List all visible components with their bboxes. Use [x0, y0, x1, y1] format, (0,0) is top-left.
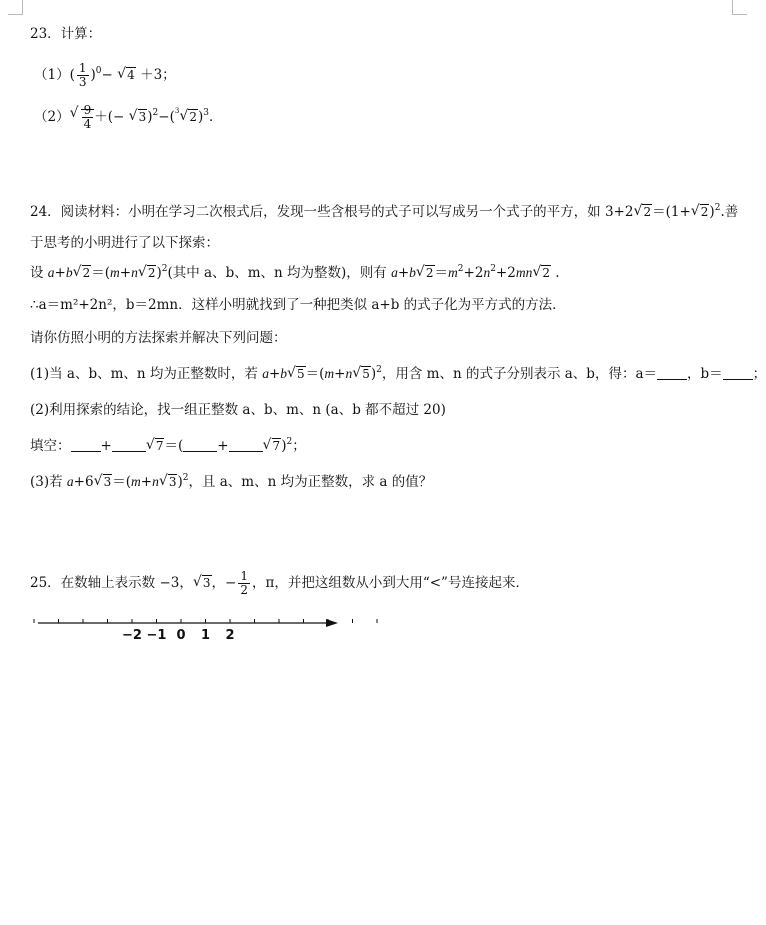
fraction: $\frac{1}{3}$ — [78, 61, 87, 89]
fill-blank-3[interactable] — [183, 451, 217, 452]
sqrt-symbol: √ 2 — [633, 202, 652, 222]
page-corner-mark-right — [732, 0, 747, 15]
sqrt-symbol: √ 4 — [117, 65, 136, 85]
sqrt-symbol: √ 5 — [352, 364, 371, 384]
fill-blank-1[interactable] — [71, 451, 101, 452]
number-line-label: 0 — [176, 628, 186, 643]
sqrt-symbol: √ 7 — [146, 436, 165, 456]
sqrt-symbol: √ 3 — [94, 472, 113, 492]
number-line-label: −2 — [122, 628, 142, 643]
q23-header: 23．计算： — [30, 26, 102, 42]
q23-part1: （1）( $\frac{1}{3}$ )$^0$− √ 4 ＋3； — [34, 62, 176, 89]
answer-blank-b[interactable] — [723, 379, 753, 380]
q24-part2: (2)利用探索的结论，找一组正整数 a、b、m、n (a、b 都不超过 20) — [30, 402, 446, 418]
number-line-label: 2 — [225, 628, 235, 643]
sqrt-symbol: √ 2 — [691, 202, 710, 222]
sqrt-symbol: √ 3 — [193, 573, 212, 593]
page-corner-mark-left — [8, 0, 23, 15]
q24-line1: 24．阅读材料：小明在学习二次根式后，发现一些含根号的式子可以写成另一个式子的平方，如 3+2√ 2＝(1+√ 2)$^2$.善 — [30, 202, 738, 222]
fraction: $\frac{1}{2}$ — [240, 569, 248, 597]
number-line — [34, 614, 344, 646]
number-line-label: 1 — [200, 628, 211, 643]
number-line-label: −1 — [146, 628, 167, 643]
sqrt-symbol: √ 2 — [416, 263, 435, 283]
q24-part3: (3)若 a+6√ 3＝(m+n√ 3)$^2$，且 a、m、n 均为正整数，求 a 的值？ — [30, 472, 432, 492]
sqrt-symbol: √ 3 — [159, 472, 178, 492]
q24-part1: (1)当 a、b、m、n 均为正整数时，若 a+b√ 5＝(m+n√ 5)$^2$，用含 m、n 的式子分别表示 a、b，得：a＝ ，b＝ ； — [30, 364, 766, 384]
sqrt-symbol: √ 5 — [287, 364, 306, 384]
sqrt-symbol: √ 2 — [138, 263, 157, 283]
q25-text: 25．在数轴上表示数 −3，√ 3，− $\frac{1}{2}$ ，π，并把这组数从小到大用“<”号连接起来． — [30, 570, 529, 597]
cube-root-symbol: √ 2 — [179, 107, 198, 127]
q23-part2: （2） √ $\frac{9}{4}$ ＋(− √ 3)$^2$−($^3$√ 2)$^3$． — [34, 104, 222, 131]
sqrt-symbol: √ 7 — [263, 436, 282, 456]
sqrt-symbol: √ 3 — [129, 107, 148, 127]
q24-line5: 请你仿照小明的方法探索并解决下列问题： — [30, 330, 287, 346]
q24-line2: 于思考的小明进行了以下探索： — [30, 235, 219, 251]
q24-line4: ∴a＝m²+2n²，b＝2mn．这样小明就找到了一种把类似 a+b 的式子化为平方式的方法． — [30, 297, 566, 313]
sqrt-symbol: √ 2 — [532, 263, 551, 283]
q24-line3: 设 a+b√ 2＝(m+n√ 2)$^2$(其中 a、b、m、n 均为整数)，则有 a+b√ $2=m^2+2n^2+2mn√$ 2 . — [30, 263, 560, 283]
fill-blank-2[interactable] — [112, 451, 146, 452]
q24-fill-line: 填空： +√ 7＝( +√ 7)$^2$； — [30, 436, 306, 456]
answer-blank-a[interactable] — [657, 379, 687, 380]
sqrt-symbol: √ 2 — [73, 263, 92, 283]
cube-root-index: 3 — [174, 107, 180, 115]
fill-blank-4[interactable] — [229, 451, 263, 452]
sqrt-symbol: √ $\frac{9}{4}$ — [70, 104, 95, 131]
